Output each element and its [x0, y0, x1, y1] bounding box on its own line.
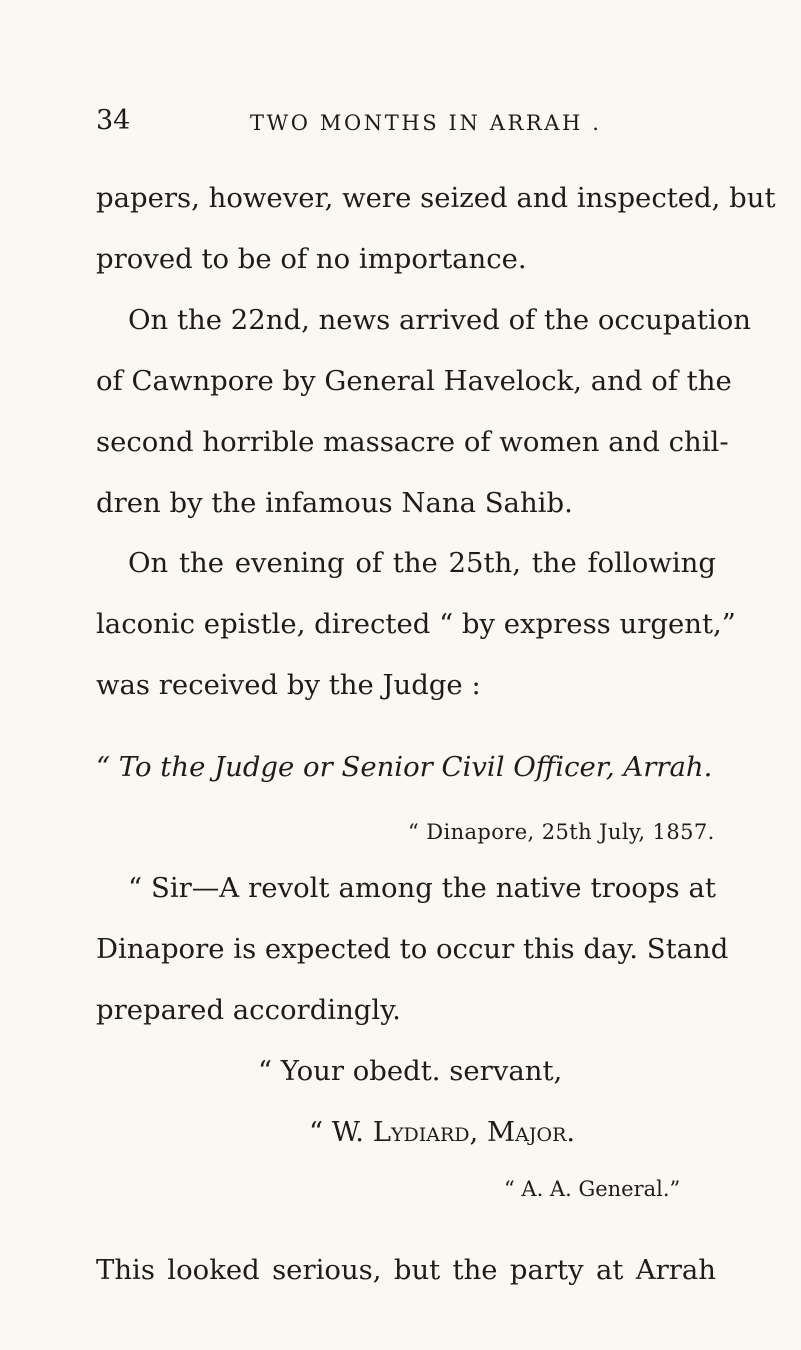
body-line: was received by the Judge :: [96, 669, 481, 701]
letter-body-line: Dinapore is expected to occur this day. Stand: [96, 933, 729, 965]
body-line: laconic epistle, directed “ by express urgent,”: [96, 608, 736, 640]
body-line: On the 22nd, news arrived of the occupation: [128, 304, 752, 336]
continuation-line: This looked serious, but the party at Arrah: [96, 1254, 716, 1286]
letter-dateline: “ Dinapore, 25th July, 1857.: [408, 820, 715, 844]
letter-body-line: prepared accordingly.: [96, 994, 401, 1026]
page-number: 34: [96, 105, 131, 136]
page-header: [96, 104, 716, 138]
body-line: proved to be of no importance.: [96, 243, 527, 275]
body-line: second horrible massacre of women and chil-: [96, 426, 729, 458]
letter-closing: “ Your obedt. servant,: [258, 1055, 563, 1087]
letter-salutation: “ To the Judge or Senior Civil Officer, Arrah.: [96, 751, 713, 783]
letter-signer-title: “ A. A. General.”: [504, 1177, 681, 1201]
body-line: of Cawnpore by General Havelock, and of the: [96, 365, 732, 397]
running-head: TWO MONTHS IN ARRAH .: [250, 111, 602, 135]
body-line: dren by the infamous Nana Sahib.: [96, 487, 573, 519]
letter-body-line: “ Sir—A revolt among the native troops at: [128, 872, 716, 904]
body-line: On the evening of the 25th, the following: [128, 547, 716, 579]
letter-signature: “ W. Lydiard, Major.: [309, 1116, 576, 1148]
body-line: papers, however, were seized and inspected, but: [96, 182, 776, 214]
